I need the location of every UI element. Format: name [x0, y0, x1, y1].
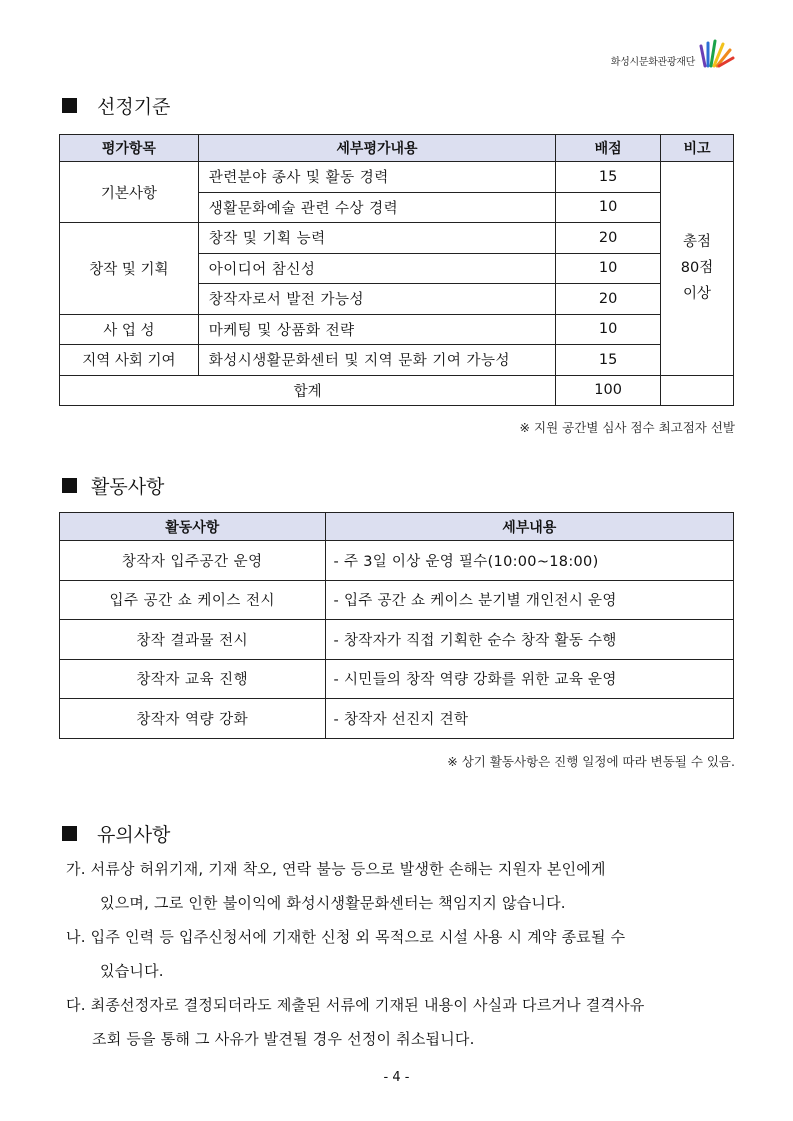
table-row — [60, 699, 734, 739]
list-item: 가. 서류상 허위기재, 기재 착오, 연락 불능 등으로 발생한 손해는 지원자 본인에게 — [66, 860, 606, 878]
detail-cell: - 주 3일 이상 운영 필수(10:00~18:00) — [325, 541, 733, 581]
header-eval-item: 평가항목 — [60, 135, 199, 162]
detail-cell: 창작자로서 발전 가능성 — [198, 284, 555, 315]
section-title-precautions: 유의사항 — [62, 820, 170, 847]
total-row — [60, 375, 734, 406]
org-name: 화성시문화관광재단 — [610, 57, 695, 68]
detail-cell: - 시민들의 창작 역량 강화를 위한 교육 운영 — [325, 659, 733, 699]
activities-table — [59, 512, 734, 739]
table-row — [60, 659, 734, 699]
table-header-row — [60, 135, 734, 162]
detail-cell: 생활문화예술 관련 수상 경력 — [198, 192, 555, 223]
table-header-row — [60, 513, 734, 541]
score-cell: 15 — [556, 162, 661, 193]
category-cell: 기본사항 — [60, 162, 199, 223]
score-cell: 20 — [556, 223, 661, 254]
list-item-continuation: 조회 등을 통해 그 사유가 발견될 경우 선정이 취소됩니다. — [92, 1030, 475, 1048]
activity-cell: 창작자 역량 강화 — [60, 699, 326, 739]
selection-criteria-table — [59, 134, 734, 406]
header-detail: 세부내용 — [325, 513, 733, 541]
list-item: 다. 최종선정자로 결정되더라도 제출된 서류에 기재된 내용이 사실과 다르거나 결격사유 — [66, 996, 645, 1014]
logo-burst-icon — [699, 38, 735, 68]
score-cell: 10 — [556, 192, 661, 223]
table-row — [60, 314, 734, 345]
score-cell: 15 — [556, 345, 661, 376]
category-cell: 창작 및 기획 — [60, 223, 199, 315]
foundation-logo — [611, 38, 735, 68]
detail-cell: - 창작자가 직접 기획한 순수 창작 활동 수행 — [325, 620, 733, 660]
activities-note: ※ 상기 활동사항은 진행 일정에 따라 변동될 수 있음. — [447, 754, 735, 769]
table-row — [60, 345, 734, 376]
activity-cell: 입주 공간 쇼 케이스 전시 — [60, 580, 326, 620]
detail-cell: 관련분야 종사 및 활동 경력 — [198, 162, 555, 193]
detail-cell: 마케팅 및 상품화 전략 — [198, 314, 555, 345]
header-activity: 활동사항 — [60, 513, 326, 541]
list-item-continuation: 있습니다. — [100, 962, 164, 980]
selection-note: ※ 지원 공간별 심사 점수 최고점자 선발 — [519, 420, 735, 435]
remark-cell: 총점 80점 이상 — [661, 162, 734, 376]
detail-cell: 아이디어 참신성 — [198, 253, 555, 284]
detail-cell: - 입주 공간 쇼 케이스 분기별 개인전시 운영 — [325, 580, 733, 620]
activity-cell: 창작자 입주공간 운영 — [60, 541, 326, 581]
detail-cell: 창작 및 기획 능력 — [198, 223, 555, 254]
list-item: 나. 입주 인력 등 입주신청서에 기재한 신청 외 목적으로 시설 사용 시 계약 종료될 수 — [66, 928, 626, 946]
section-title-selection-criteria: 선정기준 — [62, 92, 170, 119]
header-score: 배점 — [556, 135, 661, 162]
activity-cell: 창작 결과물 전시 — [60, 620, 326, 660]
category-cell: 사 업 성 — [60, 314, 199, 345]
bullet-square-icon — [62, 98, 77, 113]
header-detail: 세부평가내용 — [198, 135, 555, 162]
score-cell: 20 — [556, 284, 661, 315]
bullet-square-icon — [62, 826, 77, 841]
table-row — [60, 223, 734, 254]
score-cell: 10 — [556, 253, 661, 284]
total-remark-empty — [661, 375, 734, 406]
page-number: - 4 - — [383, 1070, 410, 1085]
activity-cell: 창작자 교육 진행 — [60, 659, 326, 699]
list-item-continuation: 있으며, 그로 인한 불이익에 화성시생활문화센터는 책임지지 않습니다. — [100, 894, 566, 912]
table-row — [60, 162, 734, 193]
detail-cell: - 창작자 선진지 견학 — [325, 699, 733, 739]
total-label: 합계 — [60, 375, 556, 406]
score-cell: 10 — [556, 314, 661, 345]
table-row — [60, 541, 734, 581]
table-row — [60, 620, 734, 660]
section-title-activities: 활동사항 — [62, 472, 164, 499]
total-score: 100 — [556, 375, 661, 406]
table-row — [60, 580, 734, 620]
detail-cell: 화성시생활문화센터 및 지역 문화 기여 가능성 — [198, 345, 555, 376]
bullet-square-icon — [62, 478, 77, 493]
header-remark: 비고 — [661, 135, 734, 162]
category-cell: 지역 사회 기여 — [60, 345, 199, 376]
precautions-list — [66, 852, 746, 1056]
